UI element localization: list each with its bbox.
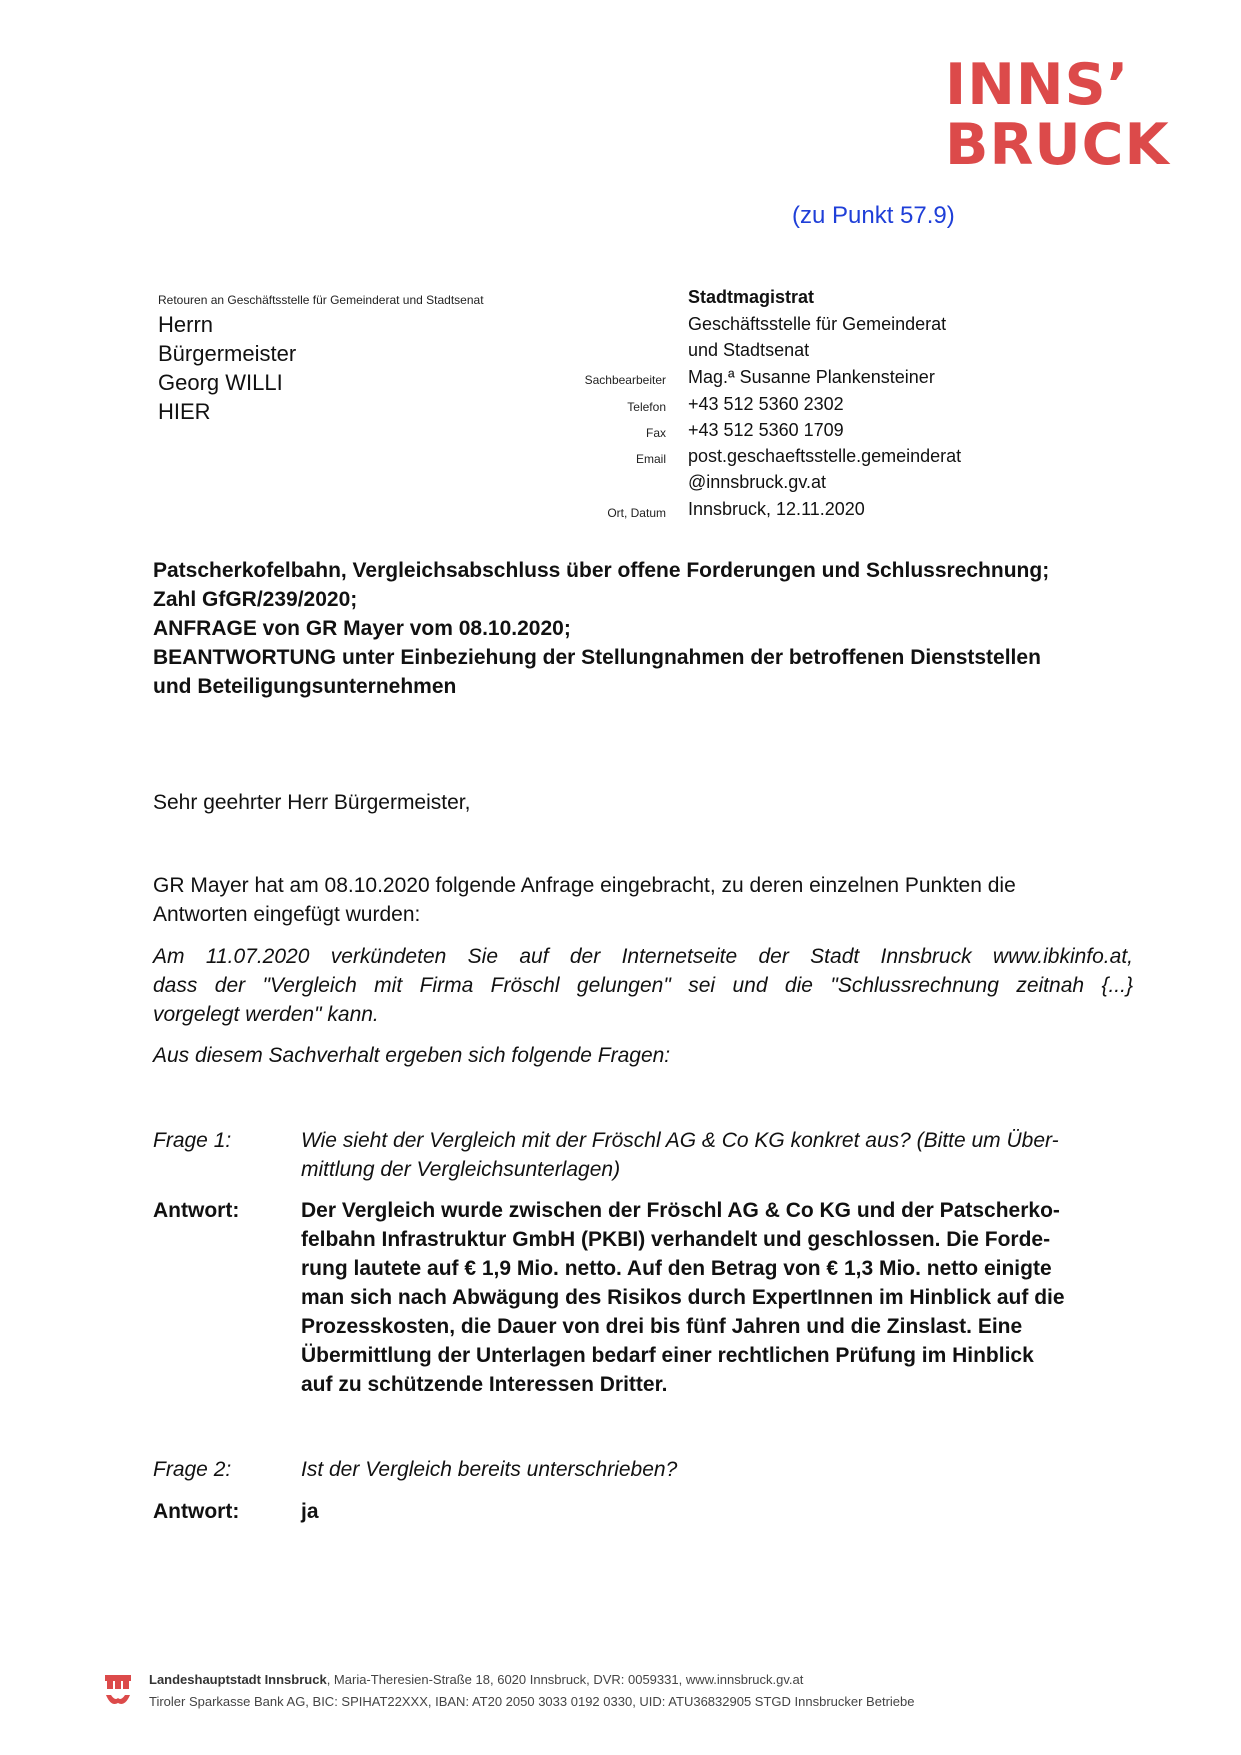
quote-line: Am 11.07.2020 verkündeten Sie auf der Internetseite der Stadt Innsbruck www.ibkinfo.at, — [153, 945, 1133, 968]
question-1-text — [301, 1126, 1136, 1184]
clerk-name: Mag.ª Susanne Plankensteiner — [688, 367, 935, 387]
answer-1-line: Prozesskosten, die Dauer von drei bis fünf Jahren und die Zinslast. Eine — [301, 1315, 1023, 1338]
answer-1-line: Der Vergleich wurde zwischen der Fröschl AG & Co KG und der Patscherko- — [301, 1199, 1060, 1222]
intro-line: Antworten eingefügt wurden: — [153, 903, 421, 926]
intro-line: GR Mayer hat am 08.10.2020 folgende Anfrage eingebracht, zu deren einzelnen Punkten die — [153, 874, 1016, 897]
salutation: Sehr geehrter Herr Bürgermeister, — [153, 791, 471, 814]
sender-office-line-1: Geschäftsstelle für Gemeinderat — [688, 314, 947, 334]
city-logo — [945, 52, 1195, 178]
answer-1-line: auf zu schützende Interessen Dritter. — [301, 1373, 668, 1396]
agenda-reference: (zu Punkt 57.9) — [792, 202, 955, 229]
recipient-line: Georg WILLI — [158, 370, 283, 395]
footer-org: Landeshauptstadt Innsbruck — [149, 1672, 327, 1687]
email-line-2[interactable]: @innsbruck.gv.at — [688, 472, 826, 492]
question-2-text: Ist der Vergleich bereits unterschrieben? — [301, 1458, 678, 1481]
place-date-label: Ort, Datum — [607, 506, 666, 520]
subject-line: Patscherkofelbahn, Vergleichsabschluss über offene Forderungen und Schlussrechnung; — [153, 559, 1050, 582]
return-note: Retouren an Geschäftsstelle für Gemeinderat und Stadtsenat — [158, 293, 484, 307]
fax-label: Fax — [645, 426, 666, 440]
city-emblem-icon — [103, 1673, 133, 1711]
sender-department: Stadtmagistrat — [688, 287, 815, 307]
question-1-label: Frage 1: — [153, 1129, 232, 1152]
footer-line-1 — [149, 1672, 803, 1687]
subject-line: BEANTWORTUNG unter Einbeziehung der Stellungnahmen der betroffenen Dienststellen — [153, 646, 1041, 669]
answer-1-text — [301, 1196, 1136, 1399]
footer-line-2: Tiroler Sparkasse Bank AG, BIC: SPIHAT22XXX, IBAN: AT20 2050 3033 0192 0330, UID: ATU36832905 STGD Innsbrucker Betriebe — [149, 1694, 915, 1709]
intro-paragraph — [153, 871, 1133, 929]
fax-number: +43 512 5360 1709 — [688, 420, 844, 440]
sender-office-line-2: und Stadtsenat — [688, 340, 810, 360]
recipient-line: Bürgermeister — [158, 341, 297, 366]
answer-1-line: man sich nach Abwägung des Risikos durch ExpertInnen im Hinblick auf die — [301, 1286, 1065, 1309]
footer-address: , Maria-Theresien-Straße 18, 6020 Innsbruck, DVR: 0059331, www.innsbruck.gv.at — [326, 1672, 804, 1687]
answer-1-line: Übermittlung der Unterlagen bedarf einer rechtlichen Prüfung im Hinblick — [301, 1344, 1034, 1367]
answer-1-label: Antwort: — [153, 1199, 240, 1222]
quote-line: dass der "Vergleich mit Firma Fröschl gelungen" sei und die "Schlussrechnung zeitnah {...} — [153, 974, 1133, 997]
question-2-label: Frage 2: — [153, 1458, 232, 1481]
answer-2-text: ja — [301, 1500, 319, 1523]
recipient-address — [158, 310, 296, 426]
place-date: Innsbruck, 12.11.2020 — [688, 499, 865, 519]
clerk-label: Sachbearbeiter — [584, 373, 666, 387]
email-line-1[interactable]: post.geschaeftsstelle.gemeinderat — [688, 446, 962, 466]
recipient-line: Herrn — [158, 312, 214, 337]
quote-followup: Aus diesem Sachverhalt ergeben sich folgende Fragen: — [153, 1044, 671, 1067]
logo-line-2: BRUCK — [945, 112, 1170, 178]
answer-2-label: Antwort: — [153, 1500, 240, 1523]
quoted-inquiry — [153, 942, 1133, 1029]
phone-number: +43 512 5360 2302 — [688, 394, 844, 414]
phone-label: Telefon — [627, 400, 666, 414]
question-1-line: Wie sieht der Vergleich mit der Fröschl AG & Co KG konkret aus? (Bitte um Über- — [301, 1129, 1059, 1152]
logo-line-1: INNS’ — [945, 52, 1130, 118]
subject-line: Zahl GfGR/239/2020; — [153, 588, 358, 611]
quote-line: vorgelegt werden" kann. — [153, 1003, 379, 1026]
question-1-line: mittlung der Vergleichsunterlagen) — [301, 1158, 621, 1181]
subject-line: ANFRAGE von GR Mayer vom 08.10.2020; — [153, 617, 571, 640]
email-label: Email — [635, 452, 666, 466]
recipient-line: HIER — [158, 399, 211, 424]
answer-1-line: rung lautete auf € 1,9 Mio. netto. Auf den Betrag von € 1,3 Mio. netto einigte — [301, 1257, 1052, 1280]
answer-1-line: felbahn Infrastruktur GmbH (PKBI) verhandelt und geschlossen. Die Forde- — [301, 1228, 1051, 1251]
subject — [153, 556, 1153, 701]
subject-line: und Beteiligungsunternehmen — [153, 675, 457, 698]
